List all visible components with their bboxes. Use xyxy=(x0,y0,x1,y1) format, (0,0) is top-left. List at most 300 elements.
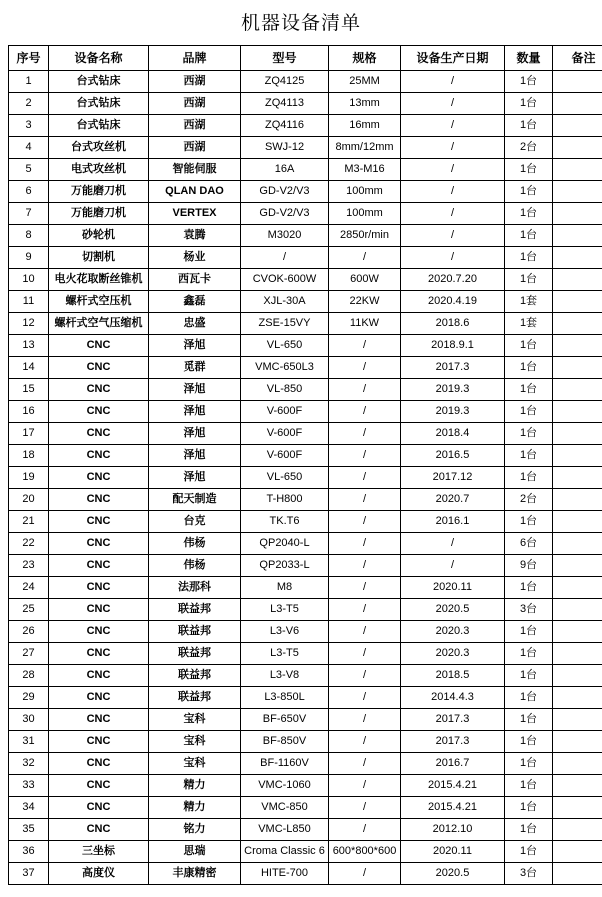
cell-name: CNC xyxy=(49,555,149,577)
table-row xyxy=(9,731,602,753)
cell-spec: / xyxy=(329,379,401,401)
cell-index: 26 xyxy=(9,621,49,643)
table-row xyxy=(9,555,602,577)
cell-remark xyxy=(553,115,602,137)
cell-model: GD-V2/V3 xyxy=(241,203,329,225)
cell-remark xyxy=(553,357,602,379)
cell-name: CNC xyxy=(49,621,149,643)
cell-model: QP2033-L xyxy=(241,555,329,577)
cell-quantity: 1台 xyxy=(505,841,553,863)
cell-index: 6 xyxy=(9,181,49,203)
cell-name: 高度仪 xyxy=(49,863,149,885)
cell-quantity: 1台 xyxy=(505,269,553,291)
table-row xyxy=(9,511,602,533)
cell-name: CNC xyxy=(49,775,149,797)
cell-index: 9 xyxy=(9,247,49,269)
cell-model: BF-1160V xyxy=(241,753,329,775)
cell-spec: / xyxy=(329,775,401,797)
cell-spec: / xyxy=(329,467,401,489)
cell-spec: M3-M16 xyxy=(329,159,401,181)
cell-index: 23 xyxy=(9,555,49,577)
cell-date: 2016.5 xyxy=(401,445,505,467)
cell-brand: 丰康精密 xyxy=(149,863,241,885)
table-row xyxy=(9,137,602,159)
cell-quantity: 1台 xyxy=(505,687,553,709)
cell-date: 2020.7.20 xyxy=(401,269,505,291)
cell-quantity: 1台 xyxy=(505,467,553,489)
cell-model: XJL-30A xyxy=(241,291,329,313)
cell-quantity: 2台 xyxy=(505,489,553,511)
cell-brand: 联益邦 xyxy=(149,643,241,665)
cell-model: QP2040-L xyxy=(241,533,329,555)
cell-spec: / xyxy=(329,423,401,445)
table-row xyxy=(9,621,602,643)
equipment-table xyxy=(8,45,602,885)
cell-spec: / xyxy=(329,621,401,643)
cell-date: 2017.3 xyxy=(401,709,505,731)
cell-index: 3 xyxy=(9,115,49,137)
cell-remark xyxy=(553,445,602,467)
column-header-spec: 规格 xyxy=(329,46,401,71)
cell-name: CNC xyxy=(49,335,149,357)
cell-model: V-600F xyxy=(241,423,329,445)
cell-remark xyxy=(553,599,602,621)
cell-spec: / xyxy=(329,819,401,841)
cell-date: / xyxy=(401,137,505,159)
cell-date: 2020.11 xyxy=(401,841,505,863)
cell-model: ZQ4113 xyxy=(241,93,329,115)
page-title: 机器设备清单 xyxy=(240,13,361,34)
cell-quantity: 3台 xyxy=(505,863,553,885)
table-row xyxy=(9,445,602,467)
cell-name: CNC xyxy=(49,467,149,489)
cell-index: 14 xyxy=(9,357,49,379)
cell-quantity: 1套 xyxy=(505,291,553,313)
cell-spec: / xyxy=(329,731,401,753)
cell-date: 2018.9.1 xyxy=(401,335,505,357)
cell-brand: 精力 xyxy=(149,797,241,819)
table-row xyxy=(9,841,602,863)
cell-brand: 泽旭 xyxy=(149,379,241,401)
cell-date: / xyxy=(401,555,505,577)
cell-date: / xyxy=(401,225,505,247)
table-body xyxy=(9,71,602,885)
cell-date: / xyxy=(401,247,505,269)
cell-name: 三坐标 xyxy=(49,841,149,863)
cell-quantity: 1台 xyxy=(505,93,553,115)
cell-remark xyxy=(553,555,602,577)
cell-date: / xyxy=(401,181,505,203)
cell-quantity: 1台 xyxy=(505,423,553,445)
cell-model: VMC-1060 xyxy=(241,775,329,797)
cell-date: 2017.3 xyxy=(401,357,505,379)
cell-name: CNC xyxy=(49,533,149,555)
cell-index: 29 xyxy=(9,687,49,709)
cell-remark xyxy=(553,225,602,247)
cell-index: 4 xyxy=(9,137,49,159)
cell-date: 2016.1 xyxy=(401,511,505,533)
cell-brand: 联益邦 xyxy=(149,665,241,687)
cell-model: VL-650 xyxy=(241,467,329,489)
cell-quantity: 1套 xyxy=(505,313,553,335)
cell-quantity: 1台 xyxy=(505,71,553,93)
table-row xyxy=(9,665,602,687)
cell-brand: 铭力 xyxy=(149,819,241,841)
cell-model: L3-V6 xyxy=(241,621,329,643)
table-row xyxy=(9,819,602,841)
table-row xyxy=(9,467,602,489)
cell-quantity: 1台 xyxy=(505,819,553,841)
cell-date: 2019.3 xyxy=(401,379,505,401)
cell-date: / xyxy=(401,115,505,137)
cell-remark xyxy=(553,731,602,753)
cell-index: 15 xyxy=(9,379,49,401)
cell-brand: VERTEX xyxy=(149,203,241,225)
cell-model: M3020 xyxy=(241,225,329,247)
cell-spec: 2850r/min xyxy=(329,225,401,247)
cell-model: / xyxy=(241,247,329,269)
column-header-remark: 备注 xyxy=(553,46,602,71)
cell-date: 2018.6 xyxy=(401,313,505,335)
cell-spec: / xyxy=(329,687,401,709)
cell-remark xyxy=(553,203,602,225)
cell-spec: / xyxy=(329,533,401,555)
cell-index: 17 xyxy=(9,423,49,445)
cell-model: BF-850V xyxy=(241,731,329,753)
table-row xyxy=(9,313,602,335)
cell-remark xyxy=(553,137,602,159)
cell-brand: 泽旭 xyxy=(149,335,241,357)
cell-index: 25 xyxy=(9,599,49,621)
cell-name: 电式攻丝机 xyxy=(49,159,149,181)
cell-brand: 联益邦 xyxy=(149,599,241,621)
cell-index: 13 xyxy=(9,335,49,357)
cell-quantity: 1台 xyxy=(505,643,553,665)
cell-remark xyxy=(553,687,602,709)
cell-index: 31 xyxy=(9,731,49,753)
cell-name: 台式钻床 xyxy=(49,115,149,137)
cell-model: VMC-850 xyxy=(241,797,329,819)
cell-model: SWJ-12 xyxy=(241,137,329,159)
cell-remark xyxy=(553,775,602,797)
cell-index: 30 xyxy=(9,709,49,731)
table-row xyxy=(9,269,602,291)
cell-spec: 11KW xyxy=(329,313,401,335)
cell-brand: 泽旭 xyxy=(149,445,241,467)
table-row xyxy=(9,181,602,203)
cell-name: CNC xyxy=(49,797,149,819)
cell-date: 2020.4.19 xyxy=(401,291,505,313)
cell-index: 5 xyxy=(9,159,49,181)
cell-brand: 袁腾 xyxy=(149,225,241,247)
cell-remark xyxy=(553,621,602,643)
cell-spec: / xyxy=(329,335,401,357)
cell-spec: 13mm xyxy=(329,93,401,115)
table-row xyxy=(9,687,602,709)
cell-index: 24 xyxy=(9,577,49,599)
cell-quantity: 2台 xyxy=(505,137,553,159)
cell-index: 34 xyxy=(9,797,49,819)
column-header-quantity: 数量 xyxy=(505,46,553,71)
cell-index: 37 xyxy=(9,863,49,885)
cell-remark xyxy=(553,71,602,93)
cell-model: TK.T6 xyxy=(241,511,329,533)
cell-remark xyxy=(553,335,602,357)
cell-quantity: 1台 xyxy=(505,115,553,137)
cell-date: 2020.5 xyxy=(401,863,505,885)
cell-index: 28 xyxy=(9,665,49,687)
cell-date: 2012.10 xyxy=(401,819,505,841)
cell-model: M8 xyxy=(241,577,329,599)
cell-brand: 思瑞 xyxy=(149,841,241,863)
cell-remark xyxy=(553,819,602,841)
cell-name: CNC xyxy=(49,643,149,665)
cell-date: / xyxy=(401,93,505,115)
cell-remark xyxy=(553,181,602,203)
table-row xyxy=(9,203,602,225)
cell-quantity: 1台 xyxy=(505,577,553,599)
cell-model: L3-T5 xyxy=(241,643,329,665)
cell-spec: 22KW xyxy=(329,291,401,313)
cell-brand: 西湖 xyxy=(149,93,241,115)
cell-model: GD-V2/V3 xyxy=(241,181,329,203)
cell-date: 2020.3 xyxy=(401,643,505,665)
cell-index: 36 xyxy=(9,841,49,863)
cell-brand: 宝科 xyxy=(149,731,241,753)
cell-spec: / xyxy=(329,401,401,423)
cell-name: CNC xyxy=(49,731,149,753)
cell-index: 18 xyxy=(9,445,49,467)
header-row xyxy=(9,46,602,71)
cell-brand: 配天制造 xyxy=(149,489,241,511)
cell-name: CNC xyxy=(49,577,149,599)
cell-date: 2015.4.21 xyxy=(401,775,505,797)
cell-remark xyxy=(553,665,602,687)
cell-spec: / xyxy=(329,489,401,511)
cell-index: 35 xyxy=(9,819,49,841)
cell-quantity: 1台 xyxy=(505,731,553,753)
cell-brand: 忠盛 xyxy=(149,313,241,335)
cell-remark xyxy=(553,489,602,511)
table-row xyxy=(9,863,602,885)
cell-quantity: 1台 xyxy=(505,181,553,203)
cell-quantity: 9台 xyxy=(505,555,553,577)
cell-index: 33 xyxy=(9,775,49,797)
cell-name: CNC xyxy=(49,489,149,511)
cell-name: 台式攻丝机 xyxy=(49,137,149,159)
cell-quantity: 1台 xyxy=(505,709,553,731)
column-header-production-date: 设备生产日期 xyxy=(401,46,505,71)
cell-name: CNC xyxy=(49,753,149,775)
table-row xyxy=(9,291,602,313)
cell-name: CNC xyxy=(49,445,149,467)
cell-date: / xyxy=(401,203,505,225)
cell-index: 8 xyxy=(9,225,49,247)
cell-spec: 16mm xyxy=(329,115,401,137)
cell-spec: 100mm xyxy=(329,203,401,225)
cell-date: 2020.5 xyxy=(401,599,505,621)
cell-index: 11 xyxy=(9,291,49,313)
cell-model: Croma Classic 6 xyxy=(241,841,329,863)
table-row xyxy=(9,489,602,511)
cell-index: 19 xyxy=(9,467,49,489)
cell-index: 27 xyxy=(9,643,49,665)
cell-name: CNC xyxy=(49,401,149,423)
cell-index: 20 xyxy=(9,489,49,511)
cell-name: 螺杆式空气压缩机 xyxy=(49,313,149,335)
cell-quantity: 1台 xyxy=(505,225,553,247)
cell-spec: / xyxy=(329,753,401,775)
cell-index: 22 xyxy=(9,533,49,555)
column-header-name: 设备名称 xyxy=(49,46,149,71)
cell-brand: 西湖 xyxy=(149,115,241,137)
cell-remark xyxy=(553,533,602,555)
cell-name: CNC xyxy=(49,819,149,841)
cell-model: L3-T5 xyxy=(241,599,329,621)
cell-brand: 宝科 xyxy=(149,753,241,775)
cell-quantity: 1台 xyxy=(505,621,553,643)
column-header-model: 型号 xyxy=(241,46,329,71)
table-row xyxy=(9,225,602,247)
cell-spec: / xyxy=(329,863,401,885)
cell-name: CNC xyxy=(49,687,149,709)
cell-brand: 法那科 xyxy=(149,577,241,599)
cell-spec: 100mm xyxy=(329,181,401,203)
cell-model: BF-650V xyxy=(241,709,329,731)
cell-quantity: 1台 xyxy=(505,247,553,269)
cell-name: 砂轮机 xyxy=(49,225,149,247)
cell-quantity: 1台 xyxy=(505,335,553,357)
cell-date: / xyxy=(401,71,505,93)
cell-quantity: 1台 xyxy=(505,357,553,379)
cell-remark xyxy=(553,797,602,819)
cell-remark xyxy=(553,643,602,665)
column-header-index: 序号 xyxy=(9,46,49,71)
cell-name: CNC xyxy=(49,599,149,621)
cell-quantity: 1台 xyxy=(505,753,553,775)
table-row xyxy=(9,775,602,797)
table-row xyxy=(9,247,602,269)
table-row xyxy=(9,335,602,357)
cell-spec: / xyxy=(329,643,401,665)
cell-spec: 8mm/12mm xyxy=(329,137,401,159)
cell-model: VMC-L850 xyxy=(241,819,329,841)
cell-quantity: 1台 xyxy=(505,511,553,533)
cell-quantity: 1台 xyxy=(505,379,553,401)
table-header xyxy=(9,46,602,71)
cell-name: 万能磨刀机 xyxy=(49,203,149,225)
cell-quantity: 3台 xyxy=(505,599,553,621)
cell-spec: 600W xyxy=(329,269,401,291)
cell-remark xyxy=(553,841,602,863)
table-row xyxy=(9,599,602,621)
cell-spec: 600*800*600 xyxy=(329,841,401,863)
cell-brand: 联益邦 xyxy=(149,621,241,643)
cell-spec: / xyxy=(329,599,401,621)
cell-spec: / xyxy=(329,665,401,687)
cell-name: CNC xyxy=(49,357,149,379)
table-row xyxy=(9,159,602,181)
cell-date: 2020.11 xyxy=(401,577,505,599)
cell-name: 万能磨刀机 xyxy=(49,181,149,203)
cell-spec: / xyxy=(329,247,401,269)
cell-index: 21 xyxy=(9,511,49,533)
cell-model: T-H800 xyxy=(241,489,329,511)
table-row xyxy=(9,93,602,115)
cell-brand: QLAN DAO xyxy=(149,181,241,203)
cell-date: 2018.5 xyxy=(401,665,505,687)
cell-index: 7 xyxy=(9,203,49,225)
cell-remark xyxy=(553,247,602,269)
table-row xyxy=(9,577,602,599)
table-row xyxy=(9,379,602,401)
cell-remark xyxy=(553,401,602,423)
cell-name: CNC xyxy=(49,511,149,533)
cell-spec: / xyxy=(329,511,401,533)
cell-model: ZQ4125 xyxy=(241,71,329,93)
cell-index: 32 xyxy=(9,753,49,775)
cell-model: VMC-650L3 xyxy=(241,357,329,379)
cell-remark xyxy=(553,313,602,335)
table-row xyxy=(9,401,602,423)
cell-date: 2020.7 xyxy=(401,489,505,511)
cell-date: / xyxy=(401,533,505,555)
cell-brand: 泽旭 xyxy=(149,467,241,489)
cell-quantity: 1台 xyxy=(505,665,553,687)
table-row xyxy=(9,643,602,665)
cell-model: L3-850L xyxy=(241,687,329,709)
cell-name: CNC xyxy=(49,423,149,445)
cell-brand: 台克 xyxy=(149,511,241,533)
cell-remark xyxy=(553,753,602,775)
cell-name: CNC xyxy=(49,709,149,731)
cell-name: 台式钻床 xyxy=(49,71,149,93)
cell-quantity: 6台 xyxy=(505,533,553,555)
cell-spec: / xyxy=(329,445,401,467)
cell-remark xyxy=(553,467,602,489)
cell-date: / xyxy=(401,159,505,181)
cell-date: 2018.4 xyxy=(401,423,505,445)
cell-spec: 25MM xyxy=(329,71,401,93)
cell-name: CNC xyxy=(49,665,149,687)
table-row xyxy=(9,797,602,819)
cell-remark xyxy=(553,709,602,731)
cell-model: ZQ4116 xyxy=(241,115,329,137)
cell-index: 1 xyxy=(9,71,49,93)
cell-brand: 精力 xyxy=(149,775,241,797)
cell-model: VL-650 xyxy=(241,335,329,357)
cell-brand: 鑫磊 xyxy=(149,291,241,313)
cell-date: 2014.4.3 xyxy=(401,687,505,709)
cell-model: HITE-700 xyxy=(241,863,329,885)
cell-date: 2017.3 xyxy=(401,731,505,753)
cell-remark xyxy=(553,577,602,599)
cell-date: 2019.3 xyxy=(401,401,505,423)
table-row xyxy=(9,709,602,731)
table-row xyxy=(9,533,602,555)
cell-remark xyxy=(553,511,602,533)
cell-name: 螺杆式空压机 xyxy=(49,291,149,313)
cell-model: V-600F xyxy=(241,445,329,467)
cell-brand: 西湖 xyxy=(149,71,241,93)
column-header-brand: 品牌 xyxy=(149,46,241,71)
cell-quantity: 1台 xyxy=(505,401,553,423)
cell-brand: 伟杨 xyxy=(149,533,241,555)
cell-brand: 西瓦卡 xyxy=(149,269,241,291)
cell-date: 2017.12 xyxy=(401,467,505,489)
table-row xyxy=(9,357,602,379)
cell-brand: 联益邦 xyxy=(149,687,241,709)
